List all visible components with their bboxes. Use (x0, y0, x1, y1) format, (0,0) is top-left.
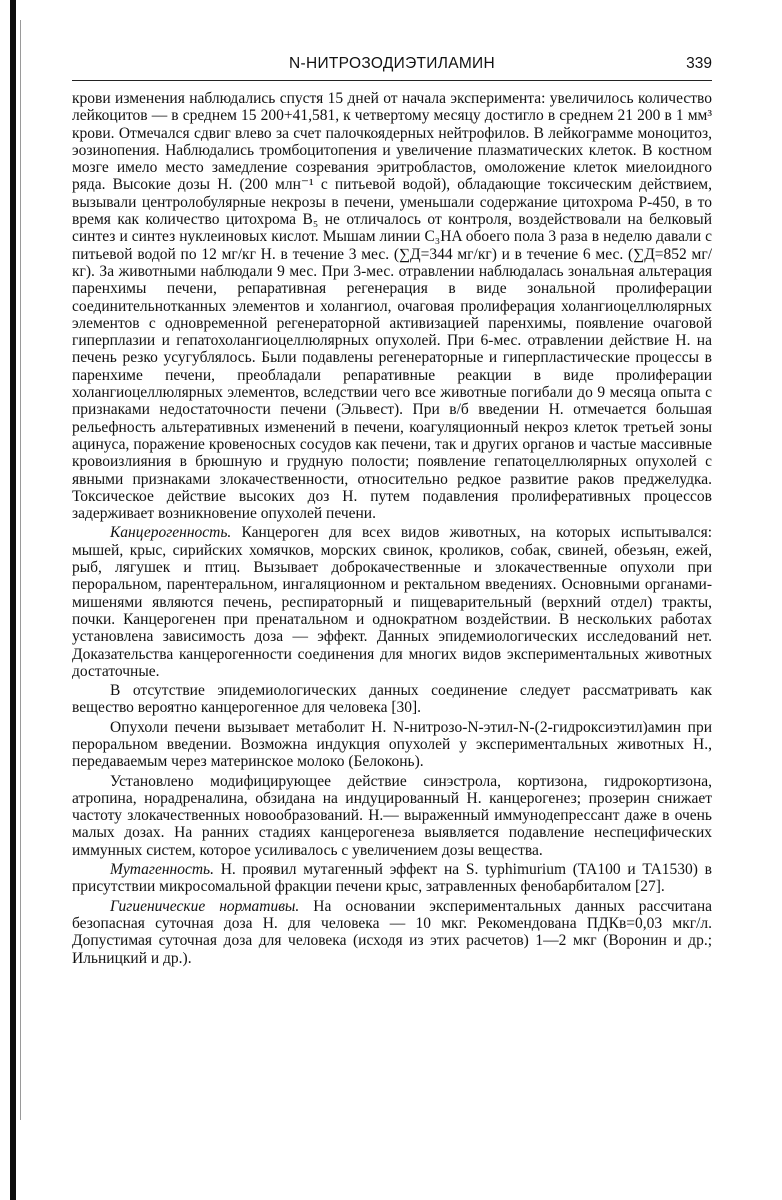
paragraph-mutagenicity (72, 861, 712, 896)
section-term: Мутагенность. (110, 861, 214, 879)
paragraph-text: На основании экспериментальных данных рассчитана безопасная суточная доза Н. для человека — 10 мкг. Рекомендована ПДКв=0,03 мкг/л. Допустимая суточная доза для человека (исходя из этих расчетов) 1—2 мкг (Воронин и др.; Ильницкий и др.). (72, 897, 712, 967)
section-term: Канцерогенность. (110, 524, 232, 542)
paragraph-text: Опухоли печени вызывает метаболит Н. N-нитрозо-N-этил-N-(2-гидроксиэтил)амин при пероральном введении. Возможна индукция опухолей у экспериментальных животных Н., передаваемым через материнское молоко (Белоконь). (72, 718, 712, 771)
text-body (72, 90, 712, 967)
section-term: Гигиенические нормативы. (110, 897, 300, 915)
running-head (72, 55, 712, 77)
paragraph-text: Установлено модифицирующее действие синэстрола, кортизона, гидрокортизона, атропина, норадреналина, обзидана на индуцированный Н. канцерогенез; прозерин снижает частоту злокачественных новообразований. Н.— выраженный иммунодепрессант даже в очень малых дозах. На ранних стадиях канцерогенеза выявляется подавление неспецифических иммунных систем, которое усиливалось с увеличением дозы вещества. (72, 772, 712, 859)
paragraph-carcinogenicity (72, 524, 712, 680)
paragraph-hygienic-standards (72, 898, 712, 967)
paragraph-text: крови изменения наблюдались спустя 15 дней от начала эксперимента: увеличилось количество лейкоцитов — в среднем 15 200+41,581, к четвертому месяцу достигло в среднем 21 200 в 1 мм³ крови. Отмечался сдвиг влево за счет палочкоядерных нейтрофилов. В лейкограмме моноцитоз, эозинопения. Наблюдались тромбоцитопения и увеличение плазматических клеток. В костном мозге имело место замедление созревания эритробластов, омоложение клеток миелоидного ряда. Высокие дозы Н. (200 млн⁻¹ с питьевой водой), обладающие токсическим действием, вызывали центролобулярные некрозы в печени, уменьшали содержание цитохрома Р-450, в то время как количество цитохрома B₅ не отличалось от контроля, воздействовали на белковый синтез и синтез нуклеиновых кислот. Мышам линии C₃HA обоего пола 3 раза в неделю давали с питьевой водой по 12 мг/кг Н. в течение 3 мес. (∑Д=344 мг/кг) и в течение 6 мес. (∑Д=852 мг/кг). За животными наблюдали 9 мес. При 3-мес. отравлении наблюдалась зональная альтерация паренхимы печени, репаративная регенерация в виде зональной пролиферации соединительнотканных элементов и холангиол, очаговая пролиферация холангиоцеллюлярных элементов с одновременной регенераторной активизацией паренхимы, появление очаговой гиперплазии и гепатохолангиоцеллюлярных опухолей. При 6-мес. отравлении действие Н. на печень резко усугублялось. Были подавлены регенераторные и гиперпластические процессы в паренхиме печени, преобладали репаративные реакции в виде пролиферации холангиоцеллюлярных элементов, вследствии чего все животные погибали до 9 месяца опыта с признаками недостаточности печени (Эльвест). При в/б введении Н. отмечается большая рельефность альтеративных изменений в печени, коагуляционный некроз клеток третьей зоны ацинуса, поражение кровеносных сосудов как печени, так и других органов и частые массивные кровоизлияния в брюшную и грудную полости; появление гепатоцеллюлярных опухолей с явными признаками злокачественности, относительно редкое развитие раков преджелудка. Токсическое действие высоких доз Н. путем подавления пролиферативных процессов задерживает возникновение опухолей печени. (72, 90, 712, 523)
paragraph-modifiers (72, 773, 712, 859)
paragraph-text: Канцероген для всех видов животных, на которых испытывался: мышей, крыс, сирийских хомячков, морских свинок, кроликов, собак, свиней, обезьян, ежей, рыб, лягушек и птиц. Вызывает доброкачественные и злокачественные опухоли при пероральном, парентеральном, ингаляционном и ректальном введениях. Основными органами-мишенями являются печень, респираторный и пищеварительный (верхний отдел) тракты, почки. Канцерогенен при пренатальном и однократном воздействии. В нескольких работах установлена зависимость доза — эффект. Данных эпидемиологических исследований нет. Доказательства канцерогенности соединения для многих видов экспериментальных животных достаточные. (72, 524, 712, 680)
paragraph-blood-changes (72, 90, 712, 522)
running-title: N-НИТРОЗОДИЭТИЛАМИН (289, 55, 495, 72)
paragraph-epidemiology (72, 682, 712, 717)
paragraph-metabolite (72, 719, 712, 771)
paragraph-text: Н. проявил мутагенный эффект на S. typhimurium (TA100 и TA1530) в присутствии микросомальной фракции печени крыс, затравленных фенобарбиталом [27]. (72, 861, 712, 896)
paragraph-text: В отсутствие эпидемиологических данных соединение следует рассматривать как вещество вероятно канцерогенное для человека [30]. (72, 682, 712, 717)
page-number: 339 (686, 55, 712, 72)
scan-binding-edge (10, 0, 16, 1200)
header-rule (72, 80, 712, 81)
scan-shadow-line (20, 20, 21, 1120)
